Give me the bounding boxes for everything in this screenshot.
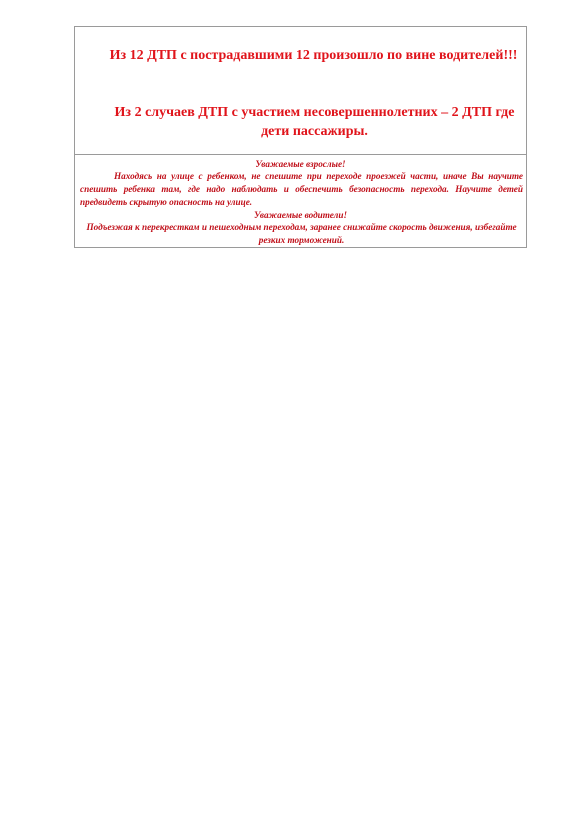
appeal-adults-text: Находясь на улице с ребенком, не спешите при переходе проезжей части, иначе Вы научите спешить ребенка там, где надо наблюдать и обеспечить безопасность перехода. Научите детей предвидеть скрытую опасность на улице. — [80, 171, 523, 207]
appeal-drivers-heading: Уважаемые водители! — [253, 210, 348, 220]
statistics-minors: Из 2 случаев ДТП с участием несовершеннолетних – 2 ДТП где дети пассажиры. — [114, 105, 515, 139]
notice-table — [74, 26, 527, 248]
appeal-adults-heading: Уважаемые взрослые! — [255, 159, 346, 169]
statistics-cell — [75, 27, 526, 155]
appeal-cell — [75, 155, 526, 248]
appeal-drivers-text: Подъезжая к перекресткам и пешеходным переходам, заранее снижайте скорость движения, избегайте резких торможений. — [86, 222, 517, 245]
statistics-drivers-fault: Из 12 ДТП с пострадавшими 12 произошло по вине водителей!!! — [109, 48, 518, 63]
